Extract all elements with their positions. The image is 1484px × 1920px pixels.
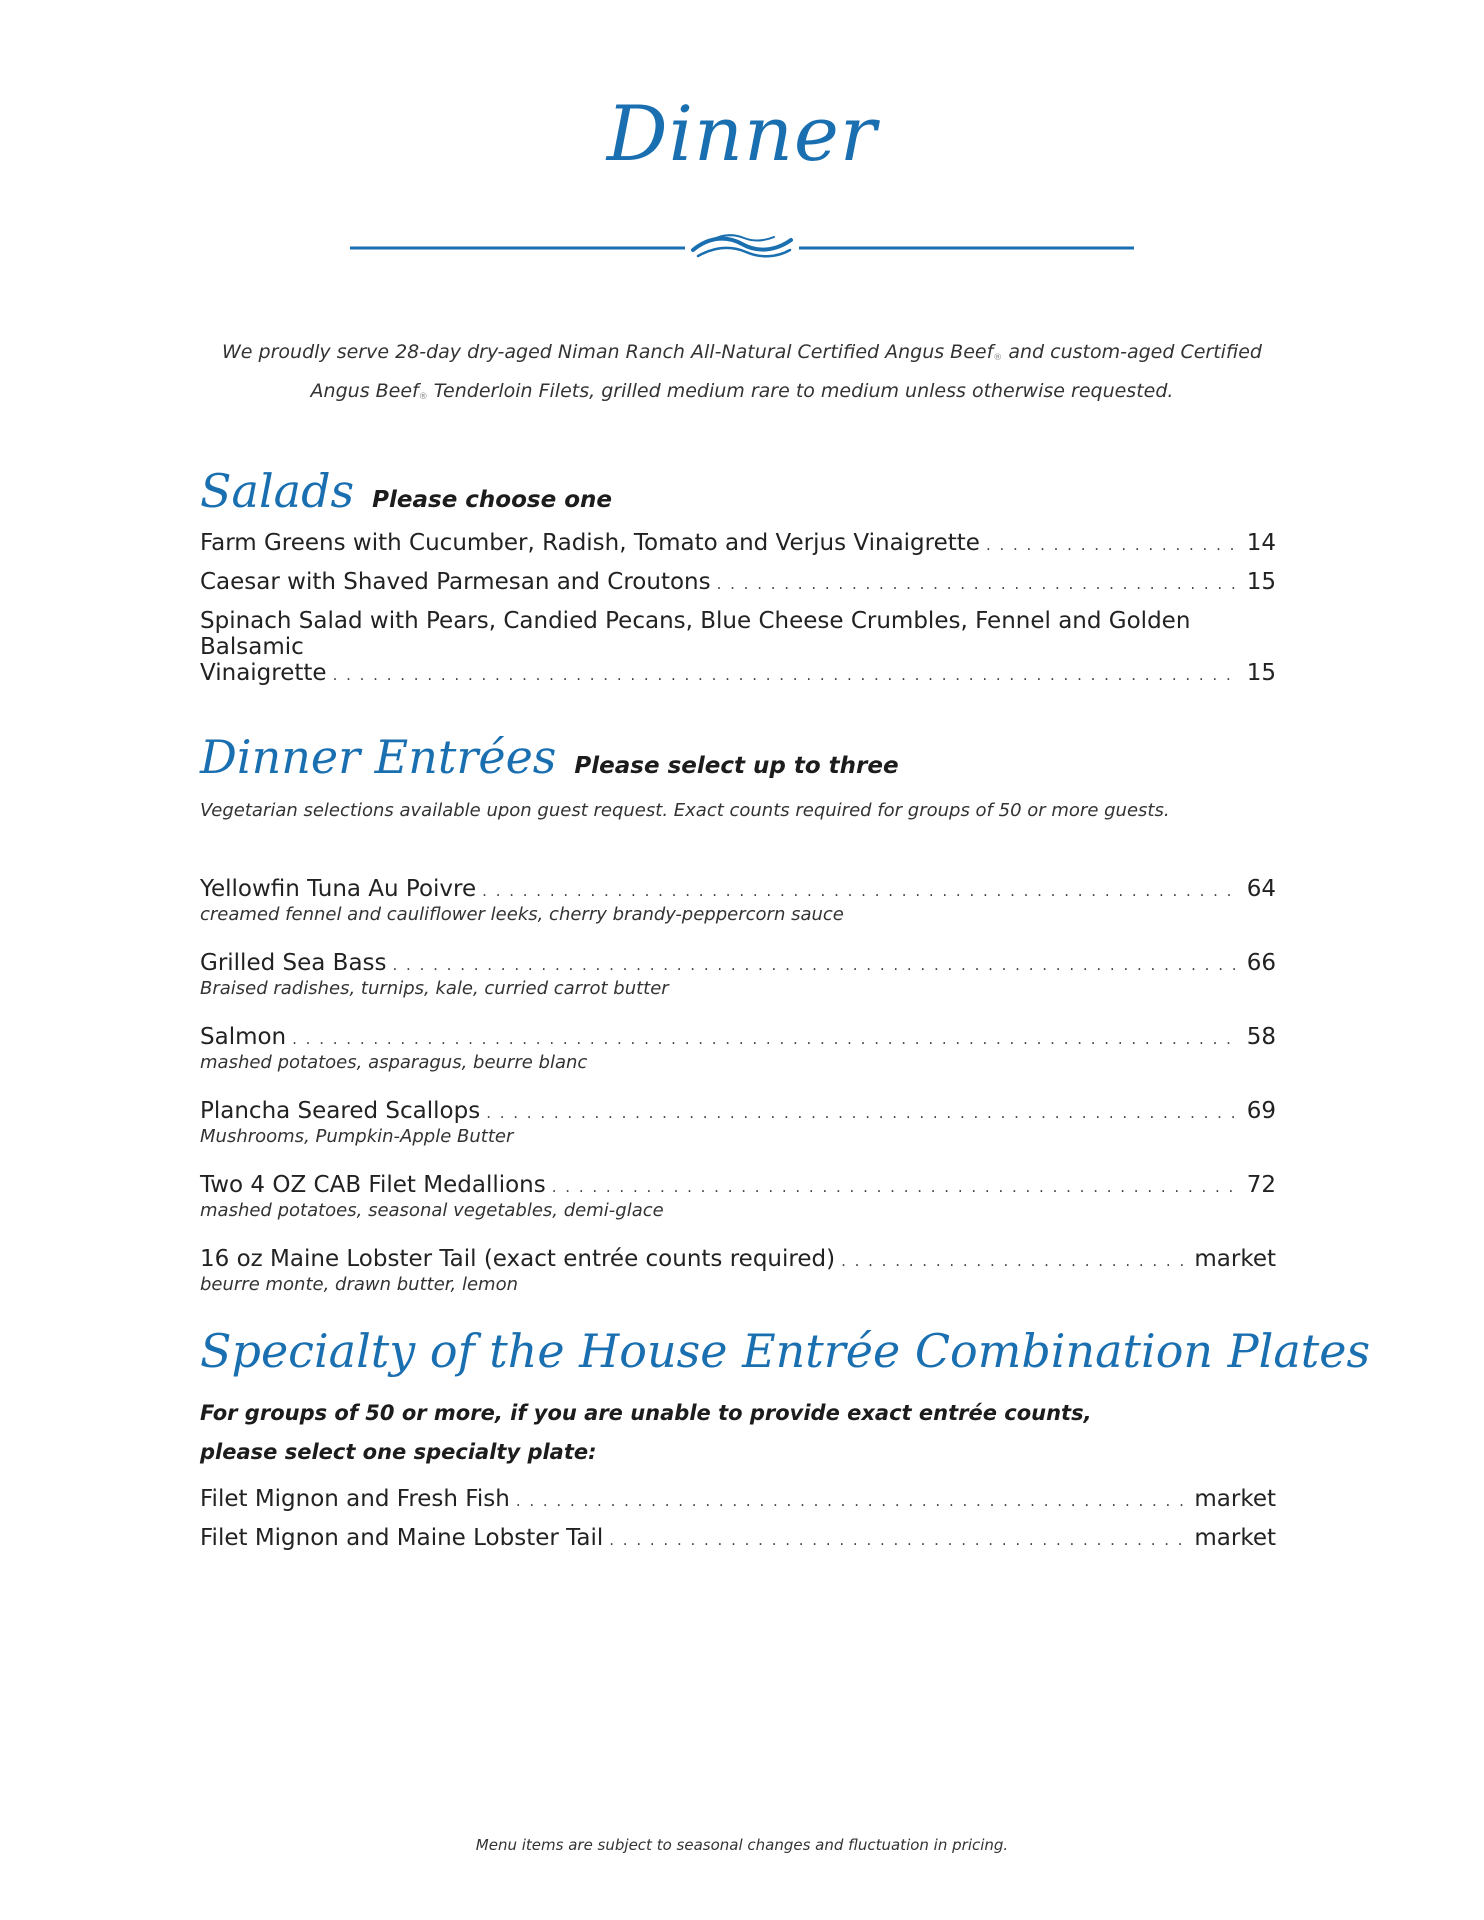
dot-leader: [841, 1246, 1188, 1272]
entrees-note: Please select up to three: [574, 753, 899, 779]
item-name: Caesar with Shaved Parmesan and Croutons: [200, 569, 711, 595]
item-price: 58: [1246, 1024, 1276, 1050]
item-price: 64: [1246, 876, 1276, 902]
item-name: Salmon: [200, 1024, 287, 1050]
item-name: Plancha Seared Scallops: [200, 1098, 481, 1124]
item-description: Braised radishes, turnips, kale, curried carrot butter: [200, 978, 669, 999]
entrees-heading: Dinner Entrées: [200, 730, 557, 784]
dot-leader: [986, 530, 1241, 556]
menu-item: [200, 1098, 1276, 1148]
dot-leader: [393, 950, 1241, 976]
specialty-heading: Specialty of the House Entrée Combination Plates: [200, 1324, 1371, 1378]
item-name: Yellowfin Tuna Au Poivre: [200, 876, 477, 902]
menu-item: [200, 950, 1276, 1000]
dot-leader: [482, 876, 1241, 902]
item-name-cont: Vinaigrette: [200, 660, 327, 686]
menu-item: [200, 1024, 1276, 1074]
dot-leader: [516, 1486, 1189, 1512]
item-name: Spinach Salad with Pears, Candied Pecans, Blue Cheese Crumbles, Fennel and Golden Balsamic: [200, 608, 1191, 660]
specialty-note-line1: For groups of 50 or more, if you are unable to provide exact entrée counts,: [200, 1401, 1092, 1425]
dot-leader: [717, 569, 1241, 595]
item-description: creamed fennel and cauliflower leeks, cherry brandy-peppercorn sauce: [200, 904, 844, 925]
intro-text: [200, 336, 1284, 414]
menu-item: [200, 1486, 1276, 1525]
item-price: 72: [1246, 1172, 1276, 1198]
item-line: [200, 660, 1276, 688]
footer-disclaimer: Menu items are subject to seasonal changes and fluctuation in pricing.: [475, 1836, 1009, 1854]
dot-leader: [333, 660, 1241, 688]
entrees-subnote: Vegetarian selections available upon guest request. Exact counts required for groups of 50 or more guests.: [200, 800, 1170, 821]
specialty-note-line2: please select one specialty plate:: [200, 1440, 597, 1464]
item-price: 15: [1246, 569, 1276, 595]
page-title: Dinner: [606, 89, 878, 178]
menu-item: [200, 1525, 1276, 1564]
dot-leader: [552, 1172, 1241, 1198]
item-description: beurre monte, drawn butter, lemon: [200, 1274, 518, 1295]
item-price: 69: [1246, 1098, 1276, 1124]
item-price: 66: [1246, 950, 1276, 976]
specialty-list: [200, 1486, 1276, 1564]
menu-item: [200, 1172, 1276, 1222]
registered-mark: ®: [993, 353, 1003, 363]
menu-item: [200, 569, 1276, 608]
dot-leader: [292, 1024, 1241, 1050]
item-price: 15: [1246, 660, 1276, 686]
item-price: market: [1194, 1246, 1276, 1272]
entrees-list: [200, 876, 1276, 1320]
item-name: Grilled Sea Bass: [200, 950, 387, 976]
menu-item: [200, 1246, 1276, 1296]
item-name: Two 4 OZ CAB Filet Medallions: [200, 1172, 546, 1198]
item-name: 16 oz Maine Lobster Tail (exact entrée counts required): [200, 1246, 836, 1272]
entrees-header: [200, 730, 899, 784]
specialty-note: [200, 1394, 1092, 1472]
intro-part3: Tenderloin Filets, grilled medium rare to medium unless otherwise requested.: [427, 380, 1174, 402]
item-price: 14: [1246, 530, 1276, 556]
salads-header: [200, 464, 612, 518]
dot-leader: [486, 1098, 1241, 1124]
menu-item: [200, 876, 1276, 926]
registered-mark: ®: [418, 392, 428, 402]
wave-divider: [350, 228, 1134, 268]
item-name: Filet Mignon and Maine Lobster Tail: [200, 1525, 604, 1551]
menu-item: [200, 608, 1276, 688]
item-name: Filet Mignon and Fresh Fish: [200, 1486, 510, 1512]
dot-leader: [609, 1525, 1188, 1551]
item-description: Mushrooms, Pumpkin-Apple Butter: [200, 1126, 514, 1147]
salads-list: [200, 530, 1276, 688]
item-price: market: [1194, 1525, 1276, 1551]
salads-note: Please choose one: [372, 487, 612, 513]
item-description: mashed potatoes, seasonal vegetables, demi-glace: [200, 1200, 664, 1221]
item-name: Farm Greens with Cucumber, Radish, Tomato and Verjus Vinaigrette: [200, 530, 980, 556]
menu-item: [200, 530, 1276, 569]
intro-part1: We proudly serve 28-day dry-aged Niman Ranch All-Natural Certified Angus Beef: [222, 341, 994, 363]
item-description: mashed potatoes, asparagus, beurre blanc: [200, 1052, 588, 1073]
item-price: market: [1194, 1486, 1276, 1512]
salads-heading: Salads: [200, 464, 355, 518]
intro-part2: and custom-aged Certified Angus Beef: [310, 341, 1262, 402]
